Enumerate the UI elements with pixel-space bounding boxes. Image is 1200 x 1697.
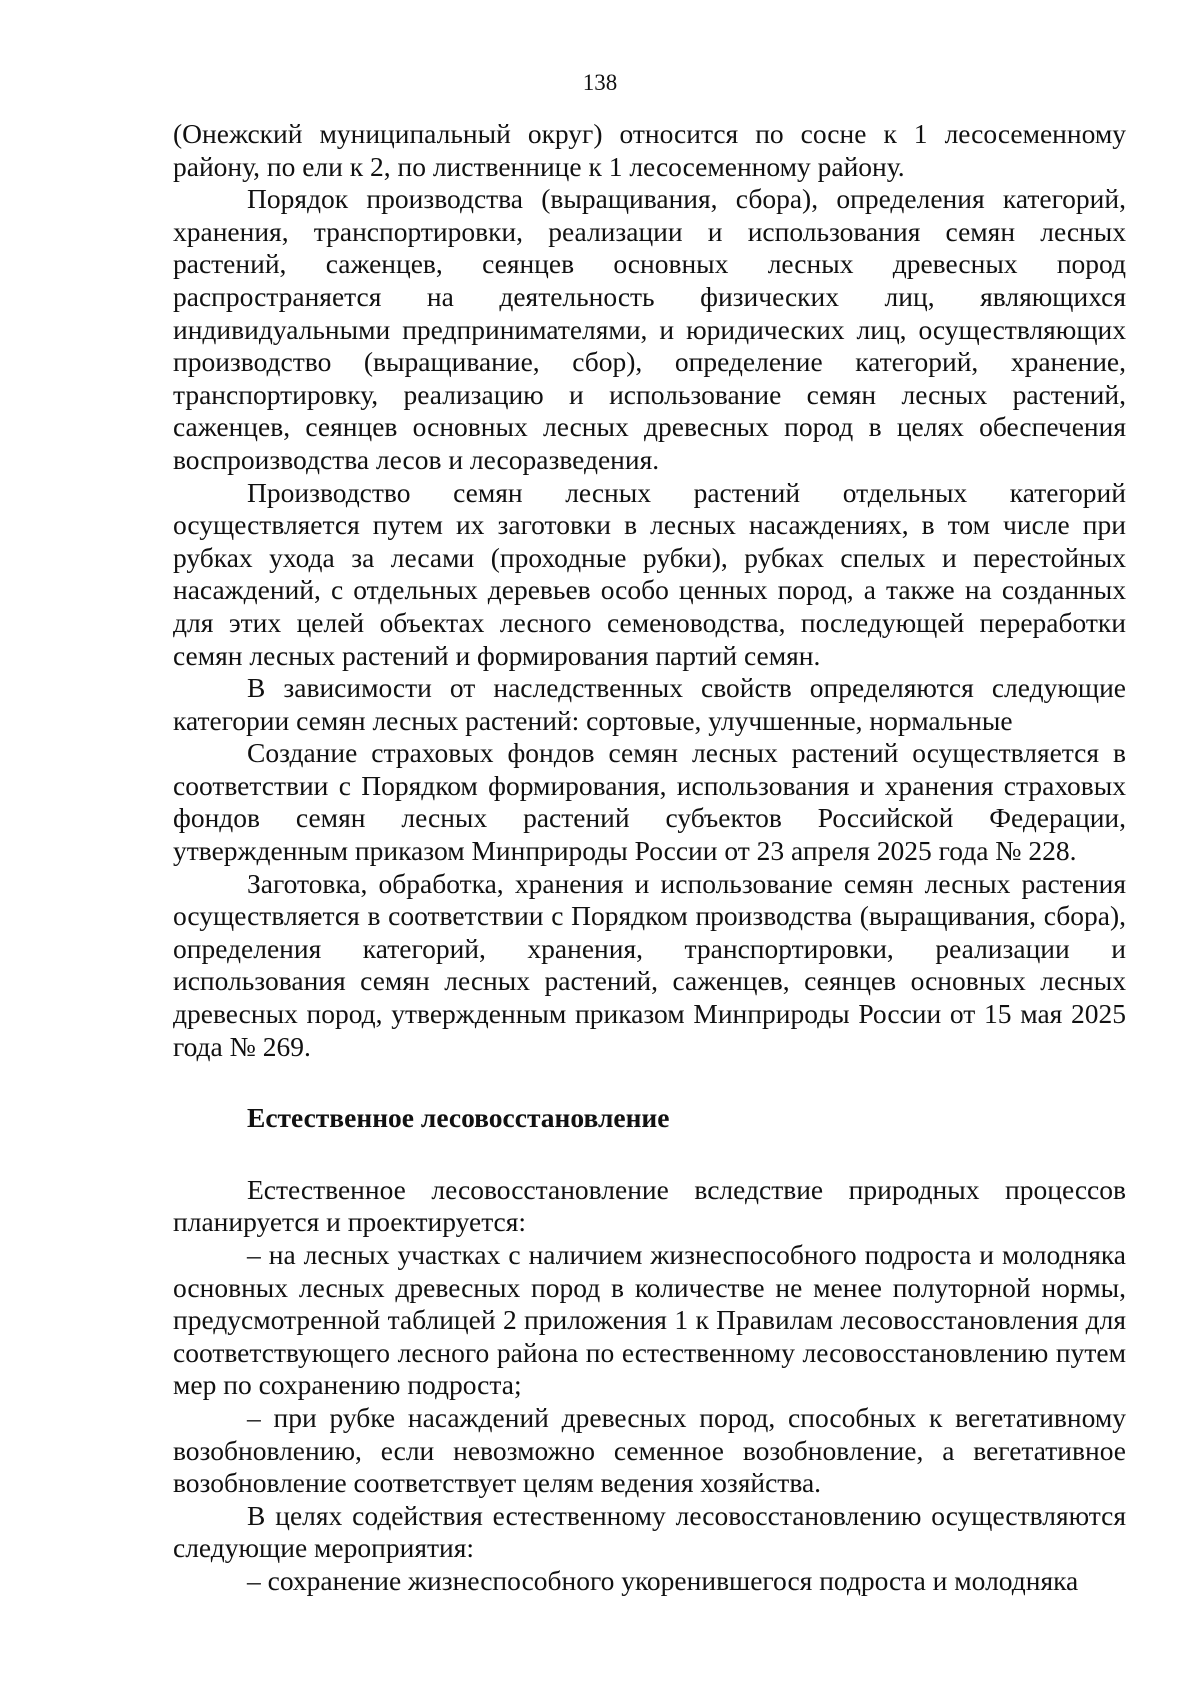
section-heading: Естественное лесовосстановление	[247, 1102, 670, 1134]
list-item-preservation: – сохранение жизнеспособного укоренившегося подроста и молодняка	[247, 1564, 1079, 1596]
paragraph-insurance-funds: Создание страховых фондов семян лесных растений осуществляется в соответствии с Порядком формирования, использования и хранения страховых фондов семян лесных растений субъектов Российской Федерации, утвержденным приказом Минприроды России от 23 апреля 2025 года № 228.	[173, 737, 1126, 867]
paragraph-procedure-scope: Порядок производства (выращивания, сбора), определения категорий, хранения, транспортировки, реализации и использования семян лесных растений, саженцев, сеянцев основных лесных древесных пород распространяется на деятельность физических лиц, являющихся индивидуальными предпринимателями, и юридических лиц, осуществляющих производство (выращивание, сбор), определение категорий, хранение, транспортировку, реализацию и использование семян лесных растений, саженцев, сеянцев основных лесных древесных пород в целях обеспечения воспроизводства лесов и лесоразведения.	[173, 183, 1126, 475]
paragraph-assistance-measures: В целях содействия естественному лесовосстановлению осуществляются следующие мероприятия:	[173, 1499, 1126, 1564]
paragraph-natural-regeneration-intro: Естественное лесовосстановление вследствие природных процессов планируется и проектируется:	[173, 1173, 1126, 1238]
page-number: 138	[582, 70, 618, 95]
list-item-vegetative: – при рубке насаждений древесных пород, способных к вегетативному возобновлению, если невозможно семенное возобновление, а вегетативное возобновление соответствует целям ведения хозяйства.	[173, 1401, 1126, 1499]
paragraph-seed-harvesting: Заготовка, обработка, хранения и использование семян лесных растения осуществляется в соответствии с Порядком производства (выращивания, сбора), определения категорий, хранения, транспортировки, реализации и использования семян лесных растений, саженцев, сеянцев основных лесных древесных пород, утвержденным приказом Минприроды России от 15 мая 2025 года № 269.	[173, 867, 1126, 1062]
paragraph-continuation: (Онежский муниципальный округ) относится по сосне к 1 лесосеменному району, по ели к 2, по лиственнице к 1 лесосеменному району.	[173, 118, 1126, 182]
paragraph-seed-categories: В зависимости от наследственных свойств определяются следующие категории семян лесных растений: сортовые, улучшенные, нормальные	[173, 672, 1126, 736]
paragraph-seed-production: Производство семян лесных растений отдельных категорий осуществляется путем их заготовки в лесных насаждениях, в том числе при рубках ухода за лесами (проходные рубки), рубках спелых и перестойных насаждений, с отдельных деревьев особо ценных пород, а также на созданных для этих целей объектах лесного семеноводства, последующей переработки семян лесных растений и формирования партий семян.	[173, 476, 1126, 671]
list-item-undergrowth: – на лесных участках с наличием жизнеспособного подроста и молодняка основных лесных древесных пород в количестве не менее полуторной нормы, предусмотренной таблицей 2 приложения 1 к Правилам лесовосстановления для соответствующего лесного района по естественному лесовосстановлению путем мер по сохранению подроста;	[173, 1239, 1126, 1401]
document-body	[173, 118, 1126, 1598]
